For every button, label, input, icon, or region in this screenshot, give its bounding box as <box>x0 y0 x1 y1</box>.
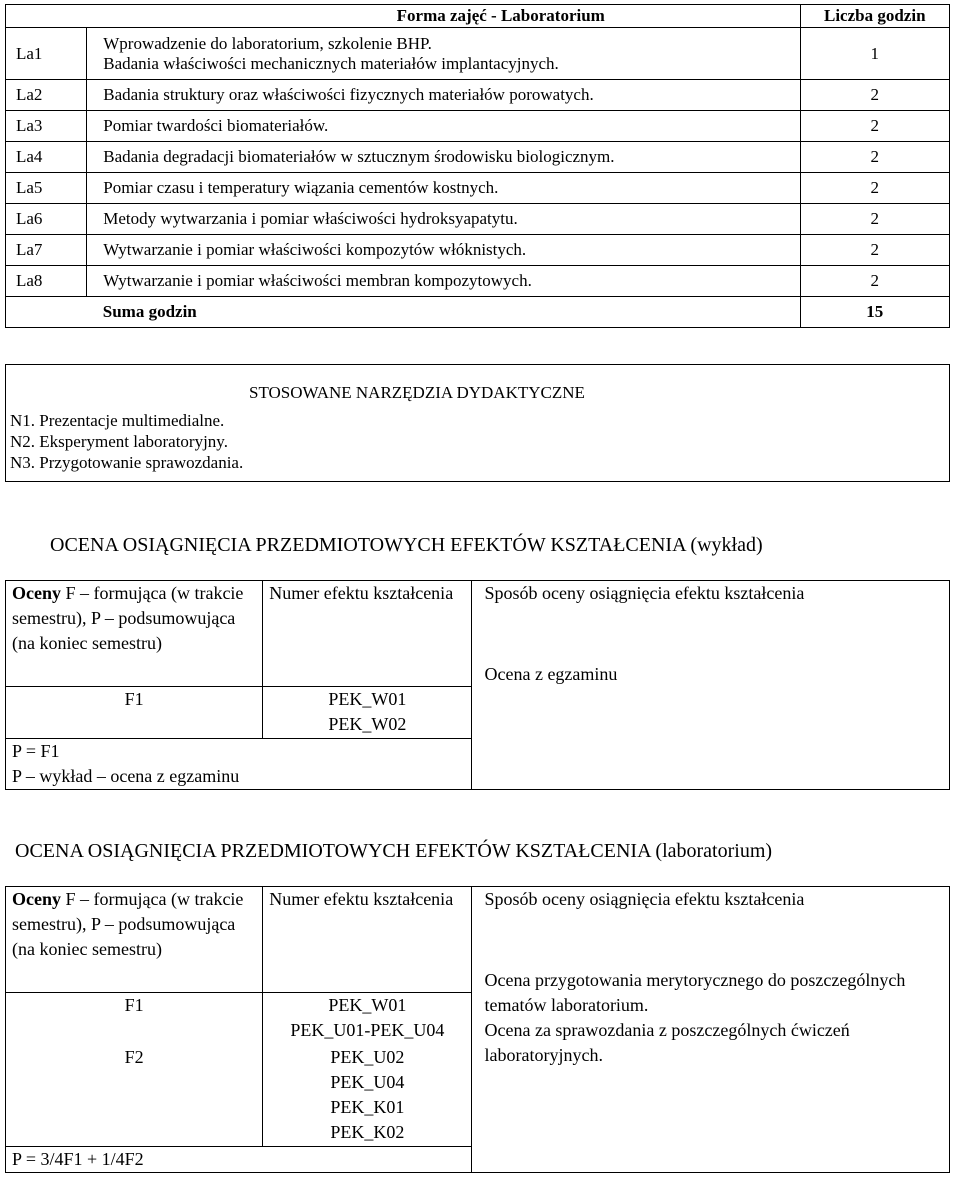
lab-code: La6 <box>6 204 87 235</box>
table-row <box>6 28 950 80</box>
lab-topic <box>87 28 800 80</box>
lab-hours: 2 <box>800 266 949 297</box>
lab-hours: 2 <box>800 80 949 111</box>
lab-assessment-title: OCENA OSIĄGNIĘCIA PRZEDMIOTOWYCH EFEKTÓW KSZTAŁCENIA (laboratorium) <box>15 840 773 862</box>
formula-cell <box>6 739 472 790</box>
lab-topic-line: Wprowadzenie do laboratorium, szkolenie BHP. <box>103 33 432 53</box>
table-row <box>6 204 950 235</box>
lab-topic: Wytwarzanie i pomiar właściwości kompozytów włóknistych. <box>87 235 800 266</box>
effect-number-header: Numer efektu kształcenia <box>263 581 472 687</box>
method-cell <box>472 887 950 1173</box>
table-row <box>6 581 950 687</box>
lecture-assessment-table <box>5 580 950 790</box>
grade-formula: P = 3/4F1 + 1/4F2 <box>6 1147 472 1173</box>
lab-topic: Wytwarzanie i pomiar właściwości membran kompozytowych. <box>87 266 800 297</box>
lab-header-hours: Liczba godzin <box>800 5 949 28</box>
table-row <box>6 142 950 173</box>
lab-topic-line: Badania właściwości mechanicznych materiałów implantacyjnych. <box>103 53 559 73</box>
lab-topic: Badania struktury oraz właściwości fizycznych materiałów porowatych. <box>87 80 800 111</box>
lab-sum-value: 15 <box>800 297 949 328</box>
teaching-tools-title: STOSOWANE NARZĘDZIA DYDAKTYCZNE <box>249 383 585 402</box>
lab-code: La2 <box>6 80 87 111</box>
effect-value: PEK_W02 <box>328 714 407 734</box>
lab-topic: Pomiar twardości biomateriałów. <box>87 111 800 142</box>
method-header-cell <box>472 581 950 790</box>
method-header: Sposób oceny osiągnięcia efektu kształcenia <box>484 889 805 909</box>
grades-header-bold: Oceny <box>12 889 61 909</box>
grade-formula: P = F1 <box>12 741 60 761</box>
method-value: Ocena z egzaminu <box>484 664 618 684</box>
effect-values <box>263 993 472 1045</box>
lab-sum-label: Suma godzin <box>87 297 800 328</box>
effect-number-header: Numer efektu kształcenia <box>263 887 472 993</box>
effect-value: PEK_U01-PEK_U04 <box>290 1020 445 1040</box>
grades-header-bold: Oceny <box>12 583 61 603</box>
lab-topic: Pomiar czasu i temperatury wiązania cementów kostnych. <box>87 173 800 204</box>
lab-hours: 2 <box>800 204 949 235</box>
grades-header <box>6 581 263 687</box>
lab-hours: 1 <box>800 28 949 80</box>
lab-hours: 2 <box>800 235 949 266</box>
lab-sum-spacer <box>6 297 87 328</box>
table-row <box>6 111 950 142</box>
lab-hours: 2 <box>800 173 949 204</box>
effect-values <box>263 687 472 739</box>
grades-header-text: F – formująca (w trakcie semestru), P – podsumowująca (na koniec semestru) <box>12 889 244 959</box>
lab-topics-table <box>5 4 950 328</box>
lab-assessment-table <box>5 886 950 1173</box>
list-item: N3. Przygotowanie sprawozdania. <box>10 453 244 472</box>
lab-hours: 2 <box>800 142 949 173</box>
table-row <box>6 173 950 204</box>
lab-code: La3 <box>6 111 87 142</box>
table-row <box>6 887 950 993</box>
lab-code: La7 <box>6 235 87 266</box>
lab-topic: Badania degradacji biomateriałów w sztucznym środowisku biologicznym. <box>87 142 800 173</box>
lab-topic: Metody wytwarzania i pomiar właściwości hydroksyapatytu. <box>87 204 800 235</box>
lab-hours: 2 <box>800 111 949 142</box>
effect-value: PEK_W01 <box>328 995 407 1015</box>
table-row <box>6 80 950 111</box>
grades-header-text: F – formująca (w trakcie semestru), P – podsumowująca (na koniec semestru) <box>12 583 244 653</box>
effect-value: PEK_U02 <box>330 1046 405 1067</box>
method-value: Ocena za sprawozdania z poszczególnych ćwiczeń laboratoryjnych. <box>484 1020 850 1065</box>
table-row <box>6 266 950 297</box>
grade-value: F1 <box>6 993 263 1045</box>
teaching-tools-list <box>10 410 243 473</box>
teaching-tools-box <box>5 364 950 482</box>
effect-value: PEK_U04 <box>330 1071 405 1092</box>
grade-value: F2 <box>6 1045 263 1147</box>
grade-value: F1 <box>6 687 263 739</box>
list-item: N2. Eksperyment laboratoryjny. <box>10 432 228 451</box>
lab-sum-row <box>6 297 950 328</box>
grade-note: P – wykład – ocena z egzaminu <box>12 766 240 786</box>
effect-values <box>263 1045 472 1147</box>
lab-code: La4 <box>6 142 87 173</box>
effect-value: PEK_K02 <box>330 1121 405 1142</box>
table-row <box>6 235 950 266</box>
lecture-assessment-title: OCENA OSIĄGNIĘCIA PRZEDMIOTOWYCH EFEKTÓW KSZTAŁCENIA (wykład) <box>50 534 763 556</box>
effect-value: PEK_W01 <box>328 689 407 709</box>
grades-header <box>6 887 263 993</box>
lab-code: La5 <box>6 173 87 204</box>
method-value: Ocena przygotowania merytorycznego do poszczególnych tematów laboratorium. <box>484 970 906 1015</box>
list-item: N1. Prezentacje multimedialne. <box>10 411 225 430</box>
lab-code: La1 <box>6 28 87 80</box>
lab-header-title: Forma zajęć - Laboratorium <box>6 5 801 28</box>
method-header: Sposób oceny osiągnięcia efektu kształcenia <box>484 583 805 603</box>
lab-code: La8 <box>6 266 87 297</box>
lab-table-header <box>6 5 950 28</box>
effect-value: PEK_K01 <box>330 1096 405 1117</box>
